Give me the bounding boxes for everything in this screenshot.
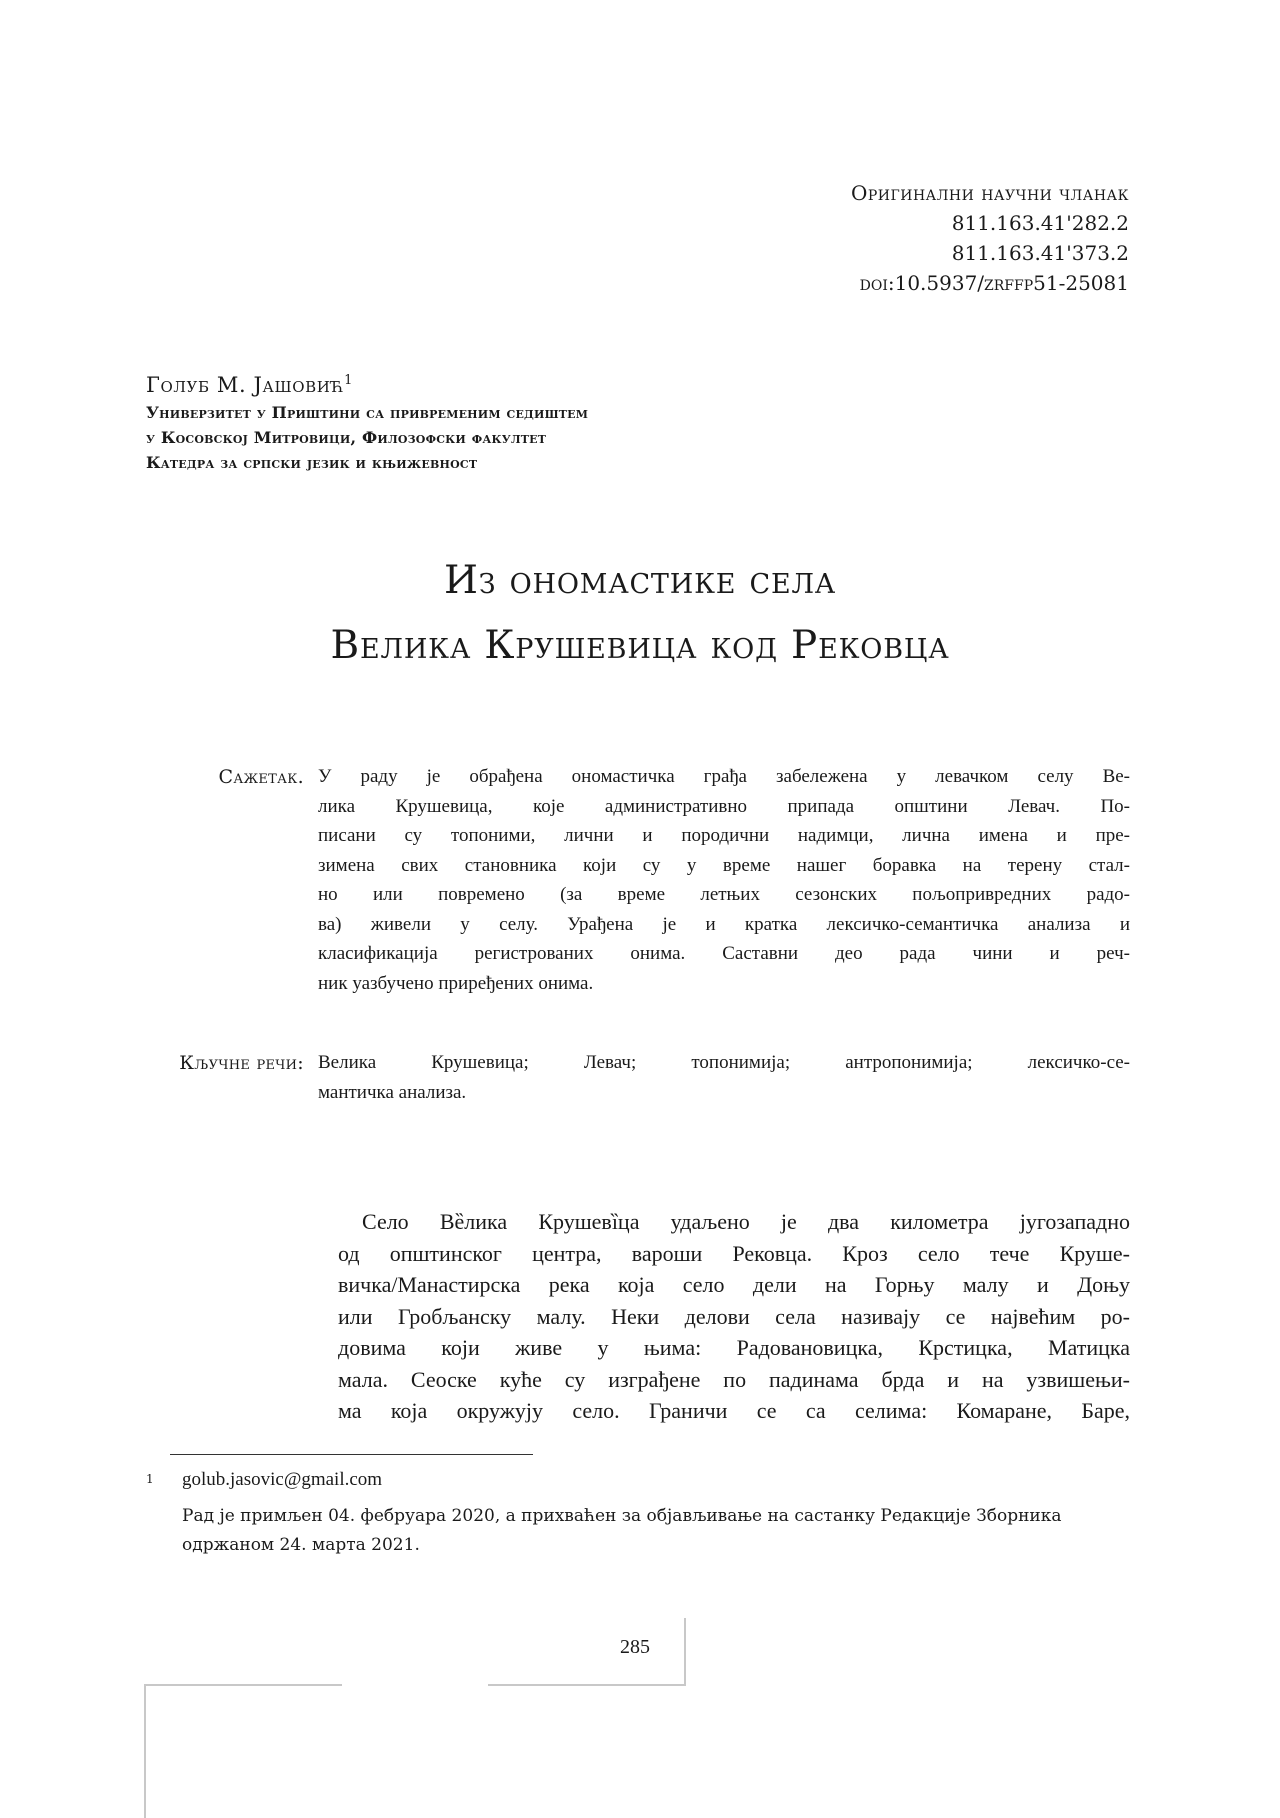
body-paragraph <box>338 1206 1130 1427</box>
udc-code-1: 811.163.41'282.2 <box>951 211 1129 235</box>
body-line: мала. Сеоске куће су изграђене по падинама брда и на узвишењи- <box>338 1366 1130 1392</box>
article-type: Оригинални научни чланак <box>850 181 1129 205</box>
abstract-line: но или повремено (за време летњих сезонских пољопривредних радо- <box>318 884 1130 905</box>
abstract-line: ва) живели у селу. Урађена је и кратка лексичко-семантичка анализа и <box>318 913 1130 935</box>
abstract-line: зимена свих становника који су у време нашег боравка на терену стал- <box>318 854 1130 876</box>
keywords-label: Кључне речи: <box>179 1052 304 1074</box>
abstract-line: У раду је обрађена ономастичка грађа забележена у левачком селу Ве- <box>318 766 1130 787</box>
abstract-text <box>318 762 1130 998</box>
abstract-line: лика Крушевица, које административно припада општини Левач. По- <box>318 795 1130 817</box>
udc-code-2: 811.163.41'373.2 <box>951 241 1129 265</box>
crop-mark-vertical <box>144 1684 146 1818</box>
body-line: вичка/Манастирска река која село дели на Горњу малу и Доњу <box>338 1272 1130 1297</box>
abstract-line: ник уазбучено приређених онима. <box>318 972 594 994</box>
abstract-label: Сажетак. <box>218 766 304 788</box>
body-line: Село Вȅлика Крушевȉца удаљено је два километра југозападно <box>362 1209 1130 1234</box>
author-email: golub.jasovic@gmail.com <box>182 1469 383 1490</box>
body-line: или Гробљанску малу. Неки делови села називају се највећим ро- <box>338 1303 1130 1329</box>
affiliation-line: Универзитет у Приштини са привременим седиштем <box>146 403 589 422</box>
doi: doi:10.5937/zrffp51-25081 <box>859 271 1129 295</box>
affiliation-line: у Косовској Митровици, Филозофски факултет <box>146 428 547 447</box>
page-number: 285 <box>620 1636 650 1658</box>
abstract-line: класификација регистрованих онима. Саставни део рада чини и реч- <box>318 943 1130 964</box>
article-title <box>0 548 1280 678</box>
keywords <box>146 1048 1130 1107</box>
body-line: ма која окружују село. Граничи се са селима: Комаране, Баре, <box>338 1398 1130 1423</box>
keywords-line: Велика Крушевица; Левач; топонимија; антропонимија; лексичко-се- <box>318 1052 1130 1073</box>
crop-mark-horizontal <box>144 1684 342 1686</box>
title-line: Велика Крушевица код Рековца <box>330 623 950 668</box>
author-block <box>146 366 588 475</box>
author-name <box>146 366 588 400</box>
crop-mark-horizontal <box>488 1684 685 1686</box>
footnote-number: 1 <box>146 1472 154 1486</box>
article-metadata <box>851 178 1129 298</box>
footnote-separator <box>170 1454 533 1455</box>
author-name-text: Голуб М. Јашовић <box>146 373 345 397</box>
note-line: одржаном 24. марта 2021. <box>182 1535 420 1555</box>
keywords-line: мантичка анализа. <box>318 1081 467 1103</box>
crop-mark-vertical <box>684 1618 686 1686</box>
title-line: Из ономастике села <box>443 558 837 603</box>
abstract <box>146 762 1130 998</box>
received-accepted-note <box>182 1502 1130 1560</box>
affiliation-line: Катедра за српски језик и књижевност <box>146 453 478 472</box>
author-footnote-mark: 1 <box>344 373 353 388</box>
keywords-text <box>318 1048 1130 1107</box>
body-line: од општинског центра, вароши Рековца. Кроз село тече Круше- <box>338 1240 1130 1266</box>
abstract-line: писани су топоними, лични и породични надимци, лична имена и пре- <box>318 825 1130 846</box>
body-line: довима који живе у њима: Радовановицка, Крстицка, Матицка <box>338 1335 1130 1360</box>
note-line: Рад је примљен 04. фебруара 2020, а прихваћен за објављивање на састанку Редакције Зборника <box>182 1506 1062 1526</box>
